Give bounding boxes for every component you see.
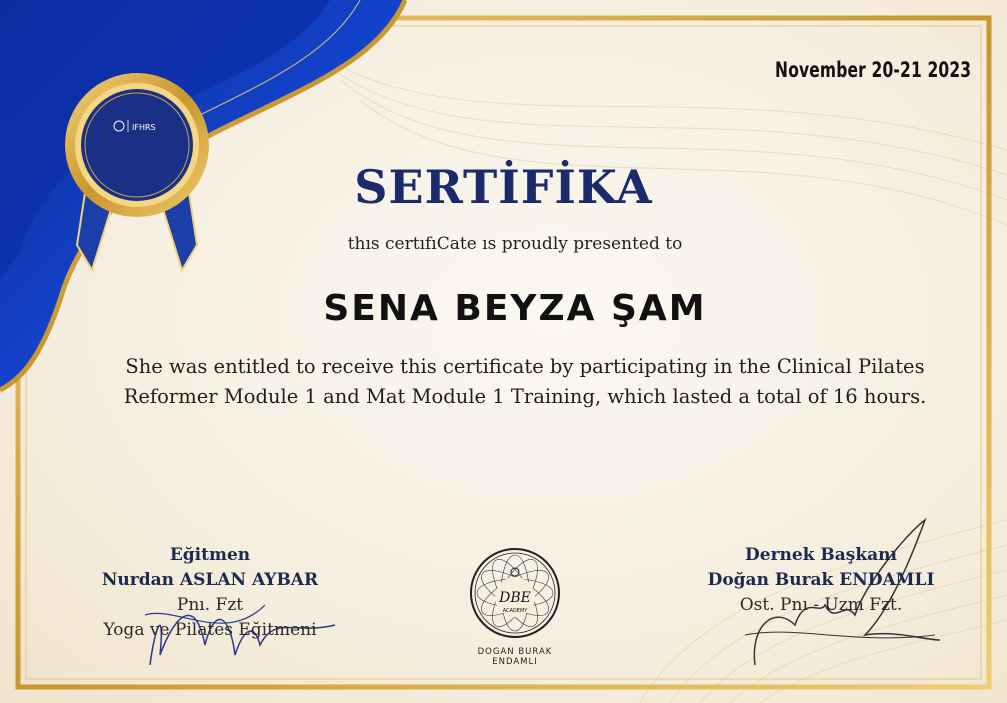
academy-emblem [467,545,563,641]
left-title-1: Pnı. Fzt [176,595,244,615]
logo-sub: ACADEMY [502,608,528,614]
badge-label: IFHRS [132,123,156,132]
left-role: Eğitmen [169,545,251,565]
left-title-2: Yoga ve Pilates Eğitmeni [103,620,317,640]
body-line-2: Reformer Module 1 and Mat Module 1 Training, which lasted a total of 16 hours. [123,385,927,408]
left-name: Nurdan ASLAN AYBAR [101,570,319,590]
logo-monogram: DBE [499,590,531,606]
body-line-1: She was entitled to receive this certificate by participating in the Clinical Pilates [125,355,925,378]
logo-caption: DOGAN BURAK ENDAMLI [477,647,553,667]
left-signatory [70,543,350,643]
academy-logo [455,545,575,667]
recipient-name: SENA BEYZA ŞAM [323,288,707,329]
event-date: November 20-21 2023 [774,58,971,82]
right-title-1: Ost. Pnı - Uzm Fzt. [739,595,903,615]
right-signatory [680,543,962,618]
right-role: Dernek Başkanı [745,545,897,565]
presented-line: thıs certıfıCate ıs proudly presented to [347,234,683,254]
certificate-title: SERTİFİKA [354,160,653,214]
right-name: Doğan Burak ENDAMLI [707,570,935,590]
certificate-body [100,352,950,412]
